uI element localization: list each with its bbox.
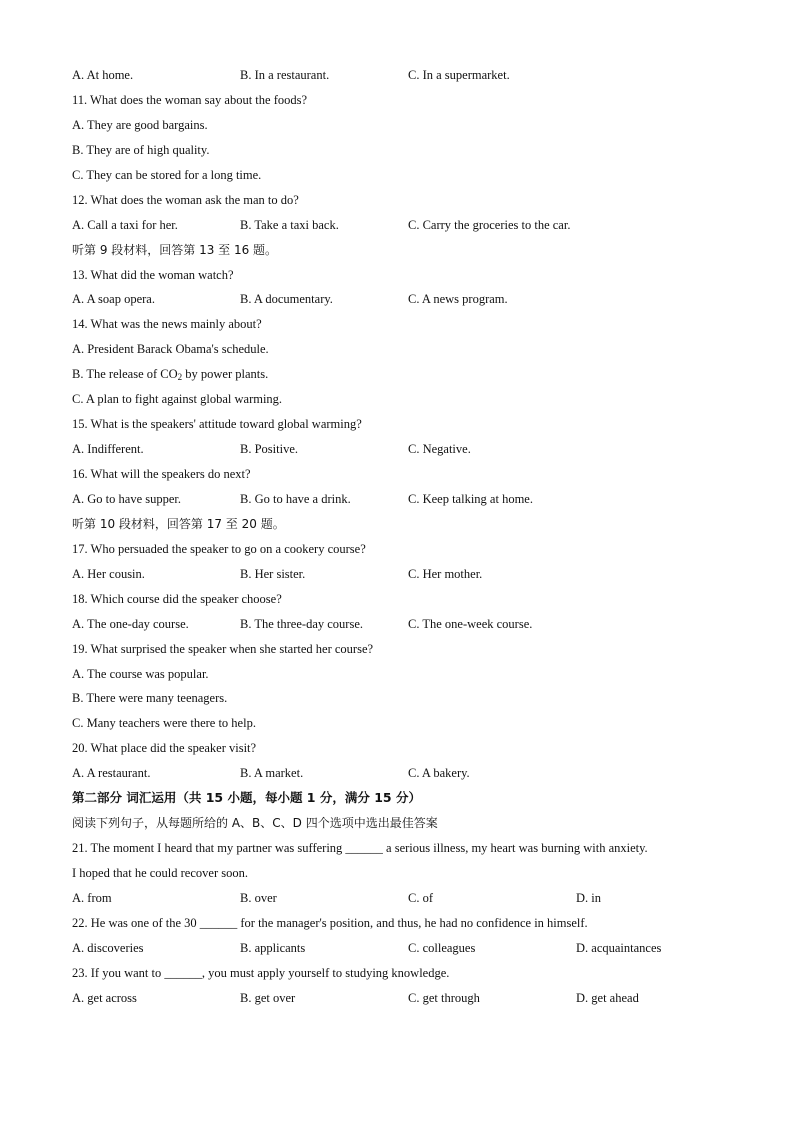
q11-option-b: B. They are of high quality. xyxy=(72,142,210,157)
q13-option-b: B. A documentary. xyxy=(240,292,333,307)
q21-option-a: A. from xyxy=(72,890,112,905)
q23-option-b: B. get over xyxy=(240,990,296,1005)
q12-options xyxy=(72,213,732,238)
q15-options xyxy=(72,437,732,462)
q10-option-b: B. In a restaurant. xyxy=(240,68,330,82)
q13-option-c: C. A news program. xyxy=(408,292,508,307)
q11-question: 11. What does the woman say about the foods? xyxy=(72,92,308,107)
q19-option-a: A. The course was popular. xyxy=(72,666,209,681)
q19-option-c: C. Many teachers were there to help. xyxy=(72,716,256,731)
q13-options xyxy=(72,287,732,312)
q14-option-b xyxy=(72,362,732,387)
q22-option-c: C. colleagues xyxy=(408,940,476,955)
q18-options xyxy=(72,612,732,637)
q15-option-c: C. Negative. xyxy=(408,442,471,457)
q17-option-a: A. Her cousin. xyxy=(72,566,145,581)
q15-option-a: A. Indifferent. xyxy=(72,442,144,457)
q16-option-c: C. Keep talking at home. xyxy=(408,491,533,506)
q10-option-c: C. In a supermarket. xyxy=(408,68,510,82)
q14-option-c: C. A plan to fight against global warming. xyxy=(72,392,283,407)
q22-option-a: A. discoveries xyxy=(72,940,144,955)
q11-option-c: C. They can be stored for a long time. xyxy=(72,167,262,182)
q11-option-a: A. They are good bargains. xyxy=(72,117,208,132)
q15-option-b: B. Positive. xyxy=(240,442,298,457)
q13-question: 13. What did the woman watch? xyxy=(72,267,234,282)
q15-question: 15. What is the speakers' attitude toward global warming? xyxy=(72,417,362,432)
q21-question: 21. The moment I heard that my partner was suffering ______ a serious illness, my heart was burning with anxiety. xyxy=(72,841,648,856)
material-10-instruction: 听第 10 段材料，回答第 17 至 20 题。 xyxy=(72,516,285,531)
q16-options xyxy=(72,487,732,512)
q17-option-b: B. Her sister. xyxy=(240,566,306,581)
q12-option-a: A. Call a taxi for her. xyxy=(72,217,178,232)
q14-option-a: A. President Barack Obama's schedule. xyxy=(72,342,269,357)
q14-option-b-text: B. The release of CO xyxy=(72,367,178,382)
q10-option-a: A. At home. xyxy=(72,68,134,82)
q17-options xyxy=(72,562,732,587)
q22-option-d: D. acquaintances xyxy=(576,940,662,955)
q16-question: 16. What will the speakers do next? xyxy=(72,467,251,481)
q20-options xyxy=(72,761,732,786)
q18-option-c: C. The one-week course. xyxy=(408,616,533,631)
q14-option-b-tail: by power plants. xyxy=(182,367,269,382)
q12-option-b: B. Take a taxi back. xyxy=(240,217,339,232)
q22-question: 22. He was one of the 30 ______ for the manager's position, and thus, he had no confidence in himself. xyxy=(72,915,588,930)
q16-option-b: B. Go to have a drink. xyxy=(240,491,351,506)
part2-instruction: 阅读下列句子，从每题所给的 A、B、C、D 四个选项中选出最佳答案 xyxy=(72,816,438,831)
q10-options xyxy=(72,63,732,88)
q18-question: 18. Which course did the speaker choose? xyxy=(72,591,282,606)
q23-option-c: C. get through xyxy=(408,990,480,1005)
material-9-instruction: 听第 9 段材料，回答第 13 至 16 题。 xyxy=(72,242,278,257)
q19-question: 19. What surprised the speaker when she started her course? xyxy=(72,641,374,656)
q12-question: 12. What does the woman ask the man to do? xyxy=(72,192,299,207)
q20-option-c: C. A bakery. xyxy=(408,766,470,781)
q22-option-b: B. applicants xyxy=(240,940,306,955)
q21-option-c: C. of xyxy=(408,890,433,905)
exam-page xyxy=(72,63,732,1011)
q19-option-b: B. There were many teenagers. xyxy=(72,691,228,706)
q20-option-b: B. A market. xyxy=(240,766,304,781)
q23-option-a: A. get across xyxy=(72,990,137,1005)
q21-options xyxy=(72,886,732,911)
q17-question: 17. Who persuaded the speaker to go on a cookery course? xyxy=(72,541,366,556)
q17-option-c: C. Her mother. xyxy=(408,566,483,581)
q18-option-a: A. The one-day course. xyxy=(72,616,189,631)
q18-option-b: B. The three-day course. xyxy=(240,616,363,631)
q23-options xyxy=(72,986,732,1011)
q12-option-c: C. Carry the groceries to the car. xyxy=(408,217,571,232)
q13-option-a: A. A soap opera. xyxy=(72,292,155,307)
q22-options xyxy=(72,936,732,961)
q21-option-d: D. in xyxy=(576,890,601,905)
q21-option-b: B. over xyxy=(240,890,277,905)
q23-option-d: D. get ahead xyxy=(576,990,639,1005)
part2-title: 第二部分 词汇运用（共 15 小题，每小题 1 分，满分 15 分） xyxy=(72,790,421,806)
q21-question-cont: I hoped that he could recover soon. xyxy=(72,866,248,880)
q16-option-a: A. Go to have supper. xyxy=(72,491,182,506)
q20-option-a: A. A restaurant. xyxy=(72,766,151,781)
q20-question: 20. What place did the speaker visit? xyxy=(72,741,257,756)
q23-question: 23. If you want to ______, you must apply yourself to studying knowledge. xyxy=(72,965,450,980)
q14-subscript: 2 xyxy=(177,372,183,383)
q14-question: 14. What was the news mainly about? xyxy=(72,317,262,332)
